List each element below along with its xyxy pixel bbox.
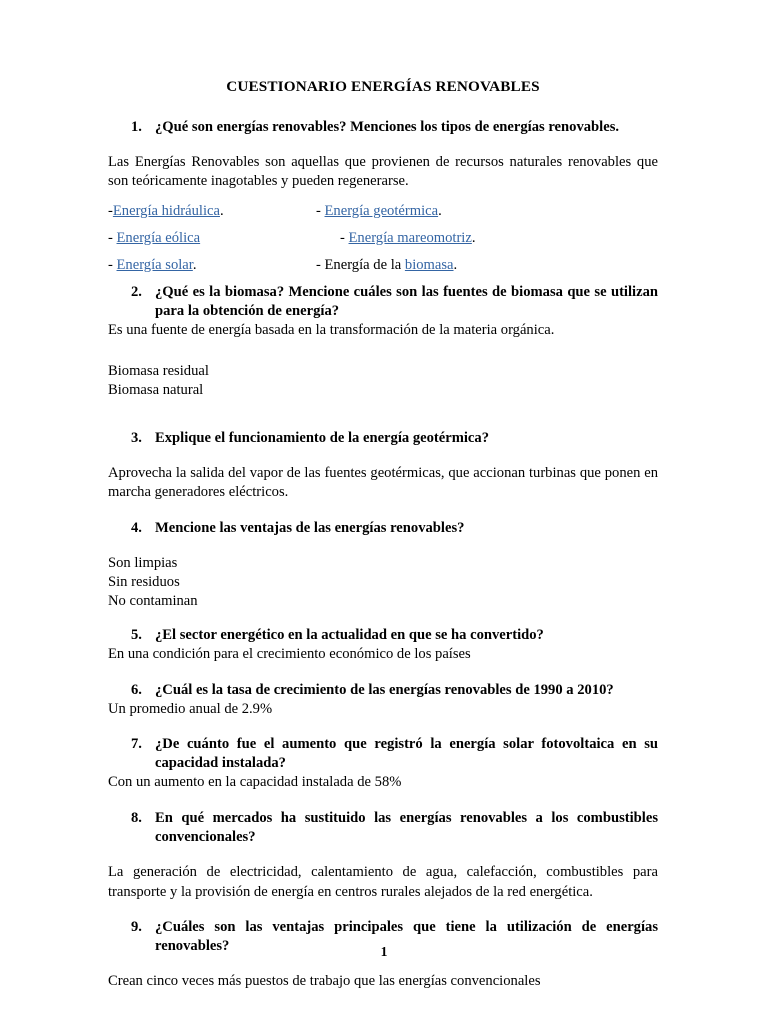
period: . xyxy=(453,256,458,273)
answer-2-item-1: Biomasa residual xyxy=(108,363,209,380)
answer-4-item-3: No contaminan xyxy=(108,592,198,609)
question-item-5 xyxy=(108,626,658,645)
answer-7: Con un aumento en la capacidad instalada de 58% xyxy=(108,774,402,791)
spacer xyxy=(108,340,658,362)
spacer xyxy=(108,719,658,735)
spacer xyxy=(108,610,658,626)
question-number-3: 3. xyxy=(131,429,142,446)
energy-row-2 xyxy=(108,229,658,256)
period: . xyxy=(219,202,224,219)
question-item-3 xyxy=(108,429,658,448)
question-text-9: ¿Cuáles son las ventajas principales que tiene la utilización de energías renovables? xyxy=(155,919,658,955)
period: . xyxy=(192,256,197,273)
link-biomasa[interactable]: biomasa xyxy=(404,256,454,273)
spacer xyxy=(108,538,658,554)
answer-1-intro: Las Energías Renovables son aquellas que provienen de recursos naturales renovables que son teóricamente inagotables y pueden regenerarse. xyxy=(108,153,658,190)
answer-3: Aprovecha la salida del vapor de las fuentes geotérmicas, que accionan turbinas que ponen en marcha generadores eléctricos. xyxy=(108,464,658,501)
question-number-9: 9. xyxy=(131,919,142,936)
energy-item-solar xyxy=(108,256,197,275)
energy-item-mareomotriz xyxy=(340,229,476,248)
answer-9: Crean cinco veces más puestos de trabajo que las energías convencionales xyxy=(108,973,541,990)
period: . xyxy=(438,202,442,219)
question-item-1 xyxy=(108,118,658,137)
answer-2-item-2: Biomasa natural xyxy=(108,382,204,399)
link-energia-solar[interactable]: Energía solar xyxy=(116,256,193,273)
answer-6: Un promedio anual de 2.9% xyxy=(108,700,273,717)
spacer xyxy=(108,902,658,918)
question-number-8: 8. xyxy=(131,810,142,827)
energy-biomasa-prefix: Energía de la xyxy=(324,256,405,273)
answer-5: En una condición para el crecimiento económico de los países xyxy=(108,646,471,663)
dash-marker: - xyxy=(316,202,325,219)
question-text-6: ¿Cuál es la tasa de crecimiento de las energías renovables de 1990 a 2010? xyxy=(155,681,614,698)
question-item-4 xyxy=(108,519,658,538)
energy-item-eolica xyxy=(108,229,200,248)
question-item-8 xyxy=(108,809,658,847)
spacer xyxy=(108,503,658,519)
page-number-footer: 1 xyxy=(380,944,388,959)
question-text-5: ¿El sector energético en la actualidad en que se ha convertido? xyxy=(155,627,544,644)
question-text-2: ¿Qué es la biomasa? Mencione cuáles son las fuentes de biomasa que se utilizan para la obtención de energía? xyxy=(155,283,658,319)
energy-types-list xyxy=(108,202,658,283)
spacer xyxy=(108,192,658,202)
energy-item-biomasa xyxy=(316,256,457,275)
dash-marker: - xyxy=(316,256,325,273)
energy-row-3 xyxy=(108,256,658,283)
spacer xyxy=(108,448,658,464)
question-item-7 xyxy=(108,735,658,773)
period: . xyxy=(471,229,476,246)
answer-2-intro: Es una fuente de energía basada en la transformación de la materia orgánica. xyxy=(108,321,555,338)
dash-marker: - xyxy=(340,229,349,246)
spacer xyxy=(108,847,658,863)
question-number-5: 5. xyxy=(131,627,142,644)
answer-8: La generación de electricidad, calentamiento de agua, calefacción, combustibles para transporte y la provisión de energía en centros rurales alejados de la red energética. xyxy=(108,863,658,900)
spacer xyxy=(108,137,658,153)
answer-4-item-2: Sin residuos xyxy=(108,573,180,590)
energy-item-hidraulica xyxy=(108,202,224,221)
question-text-7: ¿De cuánto fue el aumento que registró la energía solar fotovoltaica en su capacidad instalada? xyxy=(155,736,658,772)
spacer xyxy=(108,400,658,429)
energy-row-1 xyxy=(108,202,658,229)
link-energia-geotermica[interactable]: Energía geotérmica xyxy=(324,202,439,219)
answer-4-item-1: Son limpias xyxy=(108,555,178,572)
dash-marker: - xyxy=(108,229,117,246)
dash-marker: - xyxy=(108,256,117,273)
question-text-1: ¿Qué son energías renovables? Menciones los tipos de energías renovables. xyxy=(155,118,620,135)
question-item-6 xyxy=(108,681,658,700)
question-text-3: Explique el funcionamiento de la energía geotérmica? xyxy=(155,429,489,446)
question-number-1: 1. xyxy=(131,118,142,135)
question-number-7: 7. xyxy=(131,736,142,753)
question-number-2: 2. xyxy=(131,283,142,300)
dash-marker: - xyxy=(108,202,113,219)
link-energia-hidraulica[interactable]: Energía hidráulica xyxy=(112,202,220,219)
page-title: CUESTIONARIO ENERGÍAS RENOVABLES xyxy=(226,78,540,95)
energy-item-geotermica xyxy=(316,202,442,221)
spacer xyxy=(108,665,658,681)
link-energia-eolica[interactable]: Energía eólica xyxy=(116,229,201,246)
question-number-4: 4. xyxy=(131,520,142,537)
link-energia-mareomotriz[interactable]: Energía mareomotriz xyxy=(348,229,472,246)
question-text-4: Mencione las ventajas de las energías renovables? xyxy=(155,520,465,537)
question-text-8: En qué mercados ha sustituido las energías renovables a los combustibles convencionales? xyxy=(155,810,658,845)
question-number-6: 6. xyxy=(131,681,142,698)
question-item-2 xyxy=(108,283,658,321)
spacer xyxy=(108,793,658,809)
